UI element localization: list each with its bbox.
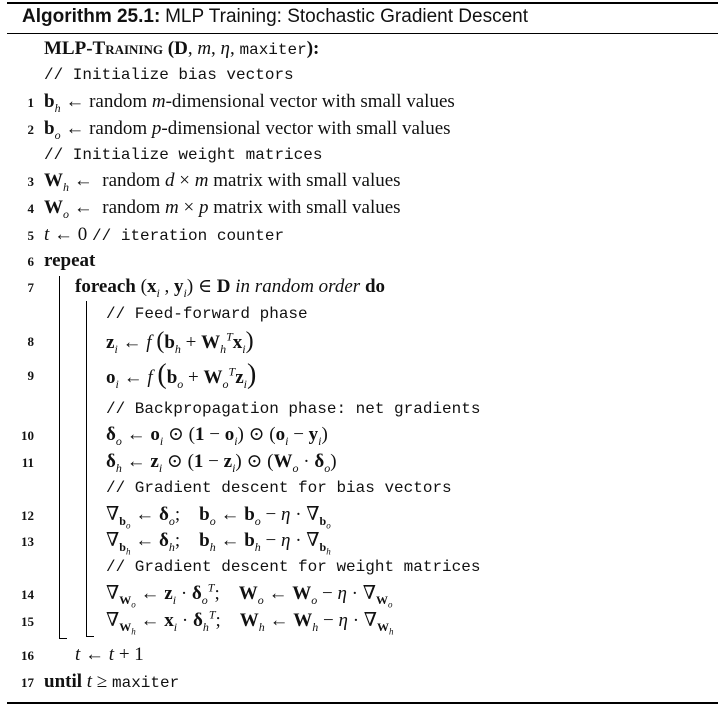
- comment-line: [0, 554, 723, 580]
- algorithm-line-10: 10 $\delta_o$ ← $o_i$ ⊙ $(1 - o_i)$ ⊙ $(o_i - y_i)$: [0, 422, 723, 448]
- algorithm-line-9: 9 $o_i$ ← f $(b_o + W_o^Tz_i)$: [0, 362, 723, 388]
- algorithm-line-17: 17 until t ≥ maxiter: [0, 669, 723, 695]
- bottom-rule: [7, 702, 718, 704]
- top-rule: [7, 2, 718, 4]
- line-number: 4: [27, 201, 34, 216]
- algorithm-line-12: 12 $\nabla_{b_o}$ ← $\delta_o$; $b_o$ ← $b_o - \eta \cdot \nabla_{b_o}$: [0, 502, 723, 528]
- algorithm-line-2: 2 $b_o$ ← random p-dimensional vector with small values: [0, 116, 723, 142]
- comment-text: // Initialize weight matrices: [44, 146, 323, 164]
- comment-text: // Feed-forward phase: [106, 305, 308, 323]
- line-number: 3: [27, 174, 34, 189]
- line-number: 11: [21, 455, 34, 470]
- algorithm-line-14: 14 $\nabla_{W_o}$ ← $z_i \cdot \delta_o^T$; $W_o$ ← $W_o - \eta \cdot \nabla_{W_o}$: [0, 581, 723, 607]
- comment-line: [0, 301, 723, 327]
- line-number: 10: [21, 428, 34, 443]
- algorithm-line-15: 15 $\nabla_{W_h}$ ← $x_i \cdot \delta_h^T$; $W_h$ ← $W_h - \eta \cdot \nabla_{W_h}$: [0, 608, 723, 634]
- comment-line: [0, 396, 723, 422]
- comment-line: [0, 142, 723, 168]
- algorithm-line-5: 5 t ← 0 // iteration counter: [0, 222, 723, 248]
- algorithm-line-1: 1 $b_h$ ← random m-dimensional vector with small values: [0, 89, 723, 115]
- line-number: 15: [21, 614, 34, 629]
- comment-text: // Gradient descent for weight matrices: [106, 558, 481, 576]
- algorithm-line-6: 6 repeat: [0, 248, 723, 274]
- algorithm-line-13: 13 $\nabla_{b_h}$ ← $\delta_h$; $b_h$ ← $b_h - \eta \cdot \nabla_{b_h}$: [0, 528, 723, 554]
- algorithm-line-3: 3 $W_h$ ← random d × m matrix with small values: [0, 168, 723, 194]
- algorithm-line-16: 16 t ← t + 1: [0, 642, 723, 668]
- comment-line: [0, 62, 723, 88]
- procedure-name: MLP-Training: [44, 38, 163, 59]
- algorithm-header: MLP-Training (D, m, η, maxiter):: [44, 38, 320, 59]
- caption-rule: [7, 33, 718, 34]
- line-number: 2: [27, 122, 34, 137]
- algorithm-line-11: 11 $\delta_h$ ← $z_i$ ⊙ $(1 - z_i)$ ⊙ $(W_o \cdot \delta_o)$: [0, 449, 723, 475]
- line-number: 17: [21, 675, 34, 690]
- line-number: 5: [27, 228, 34, 243]
- line-number: 14: [21, 587, 34, 602]
- line-number: 9: [27, 368, 34, 383]
- comment-text: // Initialize bias vectors: [44, 66, 294, 84]
- algorithm-line-7: 7 foreach ($x_i$ , $y_i$) ∈ D in random order do: [0, 274, 723, 300]
- line-number: 6: [27, 254, 34, 269]
- caption-label: Algorithm 25.1:: [22, 6, 161, 27]
- algorithm-line-8: 8 $z_i$ ← f $(b_h + W_h^Tx_i)$: [0, 328, 723, 354]
- repeat-block-end: [59, 638, 67, 639]
- line-number: 16: [21, 648, 34, 663]
- caption-title: MLP Training: Stochastic Gradient Descent: [165, 6, 529, 27]
- comment-text: // iteration counter: [92, 227, 285, 245]
- algorithm-caption: [22, 6, 528, 28]
- comment-line: [0, 475, 723, 501]
- line-number: 7: [27, 280, 34, 295]
- foreach-block-end: [86, 636, 94, 637]
- line-number: 1: [27, 95, 34, 110]
- line-number: 12: [21, 508, 34, 523]
- algorithm-line-4: 4 $W_o$ ← random m × p matrix with small values: [0, 195, 723, 221]
- line-number: 8: [27, 334, 34, 349]
- comment-text: // Gradient descent for bias vectors: [106, 479, 452, 497]
- comment-text: // Backpropagation phase: net gradients: [106, 400, 481, 418]
- line-number: 13: [21, 534, 34, 549]
